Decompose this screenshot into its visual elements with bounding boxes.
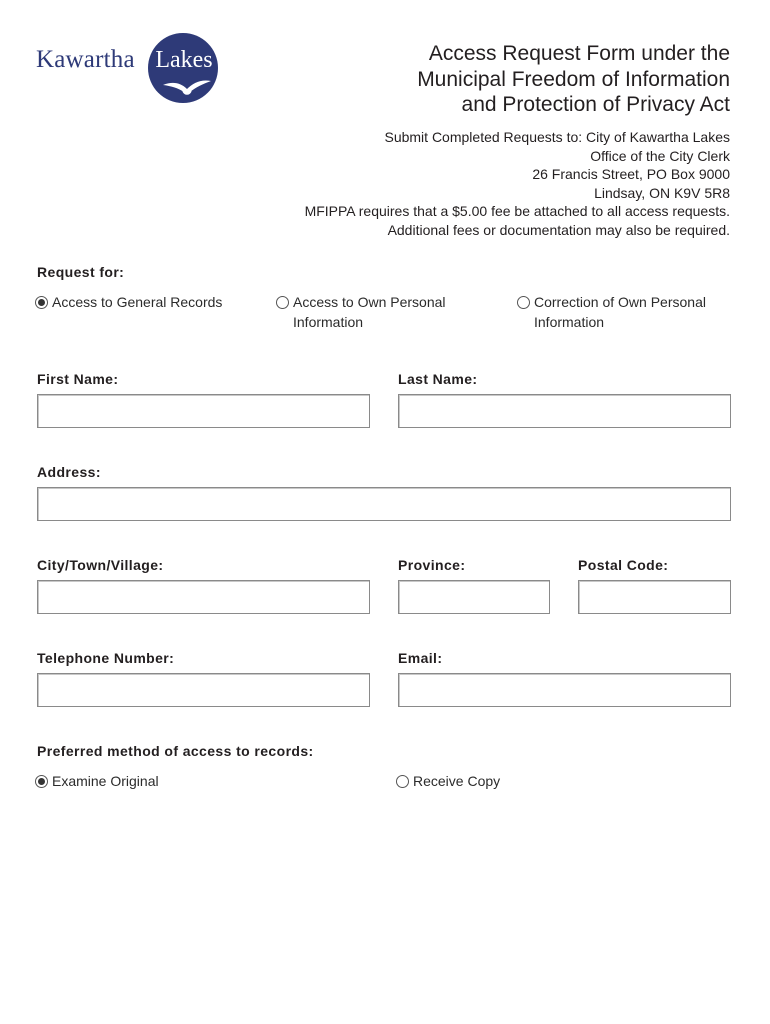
title-line: and Protection of Privacy Act bbox=[461, 93, 730, 116]
province-label: Province: bbox=[398, 557, 466, 573]
radio-access-own-personal-information[interactable] bbox=[276, 292, 446, 332]
request-for-label: Request for: bbox=[37, 264, 125, 280]
province-field[interactable] bbox=[398, 580, 550, 614]
submit-line: 26 Francis Street, PO Box 9000 bbox=[532, 166, 730, 182]
last-name-label: Last Name: bbox=[398, 371, 478, 387]
last-name-field[interactable] bbox=[398, 394, 731, 428]
radio-button[interactable] bbox=[276, 296, 289, 309]
telephone-label: Telephone Number: bbox=[37, 650, 175, 666]
submission-info bbox=[210, 128, 730, 239]
bird-logo-icon bbox=[161, 75, 213, 99]
title-line: Access Request Form under the bbox=[428, 42, 730, 65]
logo-kawartha-text: Kawartha bbox=[36, 46, 135, 73]
radio-label-line: Information bbox=[534, 314, 605, 330]
title-line: Municipal Freedom of Information bbox=[417, 67, 730, 91]
radio-label: Receive Copy bbox=[413, 773, 501, 789]
city-field[interactable] bbox=[37, 580, 370, 614]
radio-access-general-records[interactable] bbox=[35, 292, 222, 312]
address-field[interactable] bbox=[37, 487, 731, 521]
submit-line: Submit Completed Requests to: City of Kawartha Lakes bbox=[384, 129, 730, 145]
radio-label-line: Correction of Own Personal bbox=[534, 294, 706, 310]
first-name-label: First Name: bbox=[37, 371, 119, 387]
city-label: City/Town/Village: bbox=[37, 557, 164, 573]
radio-label-line: Information bbox=[293, 314, 364, 330]
first-name-field[interactable] bbox=[37, 394, 370, 428]
radio-button[interactable] bbox=[517, 296, 530, 309]
form-title bbox=[310, 41, 730, 118]
submit-line: Office of the City Clerk bbox=[590, 147, 730, 164]
radio-button-checked[interactable] bbox=[35, 296, 48, 309]
radio-examine-original[interactable] bbox=[35, 771, 159, 791]
access-method-label: Preferred method of access to records: bbox=[37, 743, 314, 759]
radio-label bbox=[52, 292, 222, 312]
radio-button-checked[interactable] bbox=[35, 775, 48, 788]
radio-label bbox=[534, 292, 706, 332]
radio-correction-own-personal-information[interactable] bbox=[517, 292, 706, 332]
submit-line: Additional fees or documentation may also be required. bbox=[387, 221, 730, 238]
logo-lakes-text: Lakes bbox=[155, 47, 213, 73]
postal-code-label: Postal Code: bbox=[578, 557, 669, 573]
radio-label-line: Access to General Records bbox=[52, 294, 223, 310]
email-label: Email: bbox=[398, 650, 443, 666]
email-field[interactable] bbox=[398, 673, 731, 707]
radio-label-line: Access to Own Personal bbox=[293, 294, 446, 310]
radio-button[interactable] bbox=[396, 775, 409, 788]
telephone-field[interactable] bbox=[37, 673, 370, 707]
postal-code-field[interactable] bbox=[578, 580, 731, 614]
address-label: Address: bbox=[37, 464, 101, 480]
radio-receive-copy[interactable] bbox=[396, 771, 500, 791]
submit-line: MFIPPA requires that a $5.00 fee be attached to all access requests. bbox=[304, 203, 730, 219]
submit-line: Lindsay, ON K9V 5R8 bbox=[594, 184, 730, 201]
radio-label bbox=[293, 292, 446, 332]
radio-label: Examine Original bbox=[52, 773, 159, 789]
